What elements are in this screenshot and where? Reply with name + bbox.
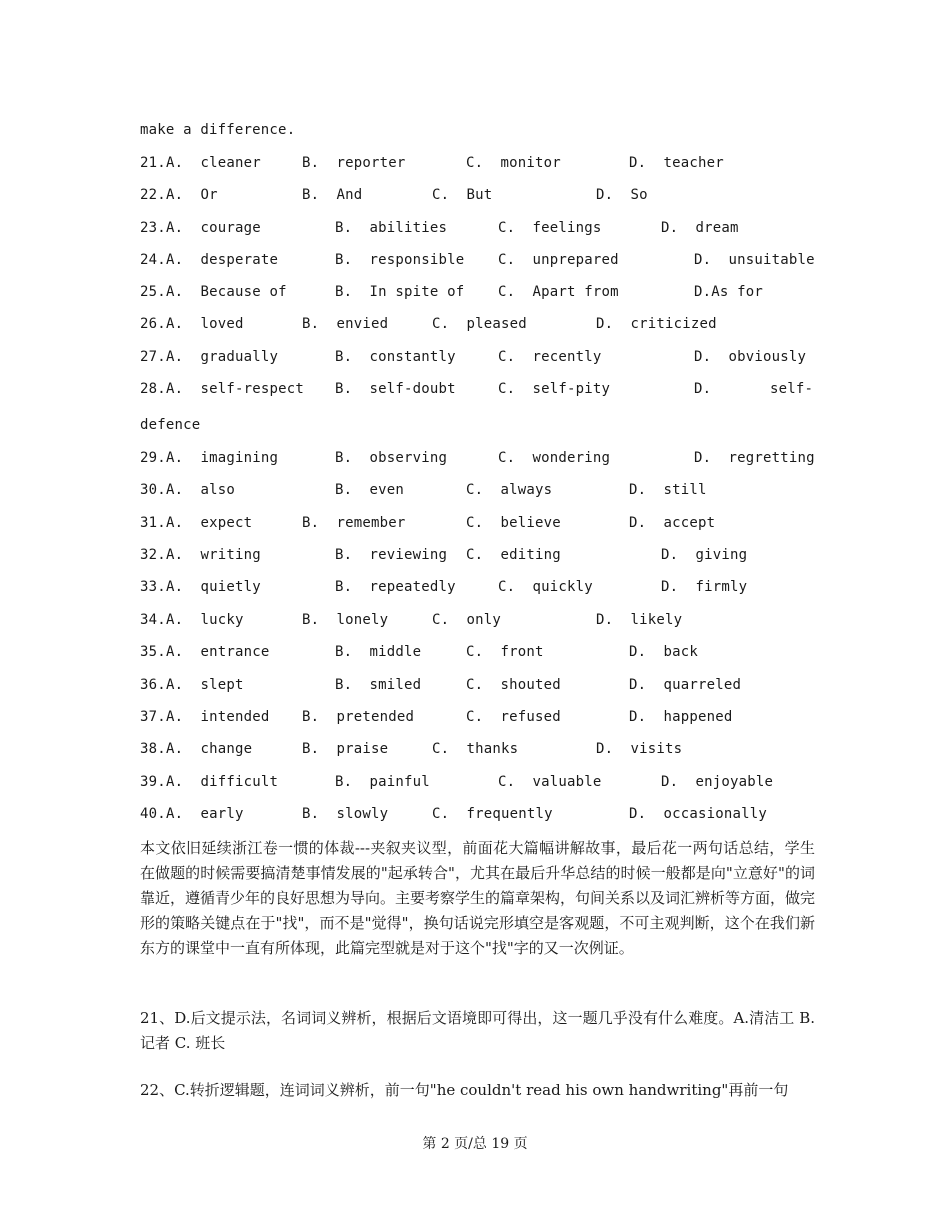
option-b: B. responsible [335,252,465,268]
option-b: B. smiled [335,677,422,693]
analysis-paragraph: 本文依旧延续浙江卷一惯的体裁---夹叙夹议型，前面花大篇幅讲解故事，最后花一两句话总结，学生在做题的时候需要搞清楚事情发展的"起承转合"，尤其在最后升华总结的时候一般都是向"立意好"的词靠近，遵循青少年的良好思想为导向。主要考察学生的篇章架构，句间关系以及词汇辨析等方面，做完形的策略关键点在于"找"，而不是"觉得"，换句话说完形填空是客观题，不可主观判断，这个在我们新东方的课堂中一直有所体现，此篇完型就是对于这个"找"字的又一次例证。 [140,839,816,957]
intro-line: make a difference. [140,122,296,138]
question-number: 24. [140,252,166,268]
option-a: A. self-respect [166,381,305,397]
option-a: A. gradually [166,349,279,365]
option-b: B. remember [302,515,406,531]
question-number: 23. [140,220,166,236]
option-c: C. pleased [432,316,527,332]
option-d: D. obviously [694,349,807,365]
option-d-text: self- [770,381,814,397]
option-d: D. likely [596,612,683,628]
option-c: C. front [466,644,544,660]
option-c: C. only [432,612,502,628]
option-c: C. self-pity [498,381,611,397]
option-a: A. early [166,806,244,822]
option-d: D. enjoyable [661,774,774,790]
q28-option-d-wrap: defence [140,417,201,433]
option-d: D. teacher [629,155,724,171]
option-d: D. back [629,644,699,660]
option-c: C. shouted [466,677,561,693]
option-d: D. still [629,482,707,498]
question-number: 29. [140,450,166,466]
option-d: D. [694,381,712,397]
option-b: B. lonely [302,612,389,628]
option-a: A. lucky [166,612,244,628]
option-c: C. monitor [466,155,561,171]
option-c: C. But [432,187,493,203]
option-c: C. frequently [432,806,553,822]
option-b: B. abilities [335,220,448,236]
option-b: B. constantly [335,349,456,365]
option-d: D. criticized [596,316,717,332]
option-c: C. thanks [432,741,519,757]
option-c: C. always [466,482,553,498]
option-b: B. pretended [302,709,415,725]
option-c: C. wondering [498,450,611,466]
option-b: B. In spite of [335,284,465,300]
question-number: 33. [140,579,166,595]
option-d: D. unsuitable [694,252,815,268]
option-d: D. visits [596,741,683,757]
option-b: B. middle [335,644,422,660]
question-number: 35. [140,644,166,660]
option-d: D. regretting [694,450,815,466]
option-b: B. repeatedly [335,579,456,595]
question-number: 38. [140,741,166,757]
option-b: B. painful [335,774,430,790]
option-d: D. dream [661,220,739,236]
option-a: A. quietly [166,579,261,595]
option-a: A. desperate [166,252,279,268]
option-c: C. Apart from [498,284,619,300]
option-a: A. Or [166,187,218,203]
option-b: B. And [302,187,363,203]
option-d: D. happened [629,709,733,725]
option-b: B. even [335,482,405,498]
question-number: 25. [140,284,166,300]
option-a: A. difficult [166,774,279,790]
option-a: A. intended [166,709,270,725]
option-b: B. envied [302,316,389,332]
question-number: 26. [140,316,166,332]
answer-22: 22、C.转折逻辑题，连词词义辨析，前一句"he couldn't read his own handwriting"再前一句 [140,1081,789,1099]
question-number: 30. [140,482,166,498]
option-d: D. occasionally [629,806,768,822]
option-b: B. praise [302,741,389,757]
question-number: 28. [140,381,166,397]
option-d: D. So [596,187,648,203]
option-a: A. imagining [166,450,279,466]
option-a: A. loved [166,316,244,332]
question-number: 34. [140,612,166,628]
question-number: 21. [140,155,166,171]
option-b: B. reviewing [335,547,448,563]
option-d: D. giving [661,547,748,563]
question-number: 40. [140,806,166,822]
question-number: 39. [140,774,166,790]
option-a: A. also [166,482,236,498]
option-d: D.As for [694,284,764,300]
option-c: C. unprepared [498,252,619,268]
option-c: C. quickly [498,579,593,595]
option-c: C. recently [498,349,602,365]
option-a: A. Because of [166,284,287,300]
question-number: 32. [140,547,166,563]
option-c: C. editing [466,547,561,563]
option-c: C. feelings [498,220,602,236]
option-a: A. slept [166,677,244,693]
option-c: C. refused [466,709,561,725]
option-c: C. valuable [498,774,602,790]
page-footer: 第 2 页/总 19 页 [422,1136,528,1152]
option-d: D. quarreled [629,677,742,693]
option-d: D. accept [629,515,716,531]
answer-21: 21、D.后文提示法，名词词义辨析，根据后文语境即可得出，这一题几乎没有什么难度。A.清洁工 B. 记者 C. 班长 [140,1009,815,1052]
option-a: A. writing [166,547,261,563]
question-number: 27. [140,349,166,365]
option-a: A. change [166,741,253,757]
option-b: B. self-doubt [335,381,456,397]
option-a: A. courage [166,220,261,236]
question-number: 37. [140,709,166,725]
question-number: 31. [140,515,166,531]
option-c: C. believe [466,515,561,531]
option-d: D. firmly [661,579,748,595]
option-a: A. cleaner [166,155,261,171]
option-b: B. slowly [302,806,389,822]
question-number: 22. [140,187,166,203]
option-b: B. observing [335,450,448,466]
question-number: 36. [140,677,166,693]
option-a: A. entrance [166,644,270,660]
option-a: A. expect [166,515,253,531]
option-b: B. reporter [302,155,406,171]
